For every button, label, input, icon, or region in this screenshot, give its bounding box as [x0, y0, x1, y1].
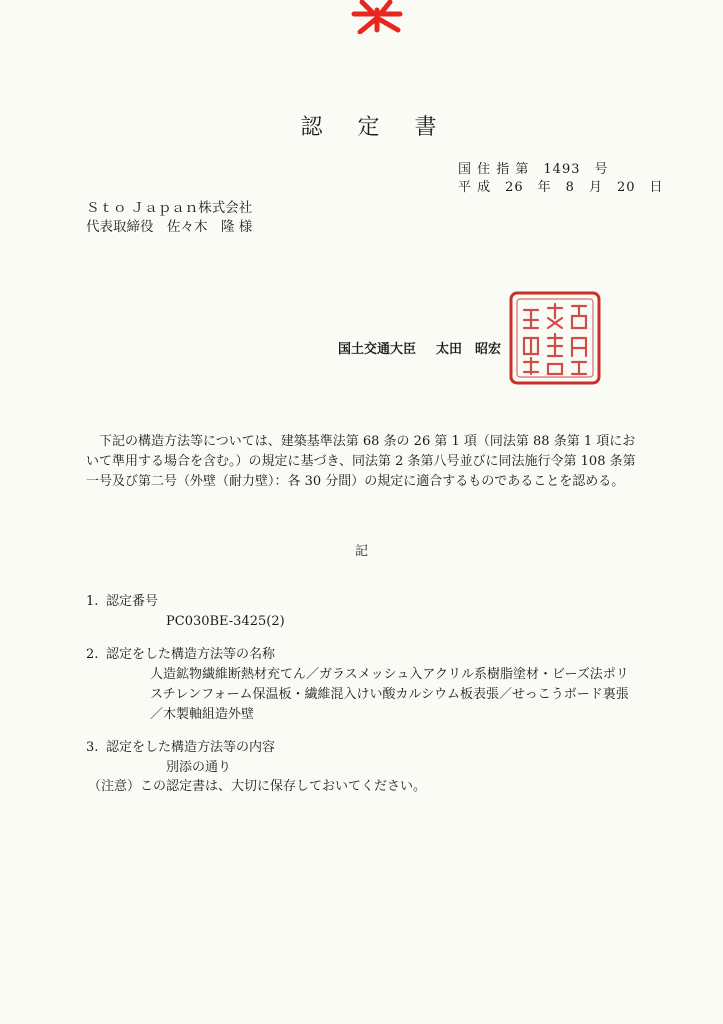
red-stamp-fragment — [340, 0, 415, 34]
item-label: 認定をした構造方法等の名称 — [106, 647, 276, 662]
item-label: 認定番号 — [106, 594, 159, 609]
issuer-name: 太田 昭宏 — [436, 342, 502, 357]
item-value: 別添の通り — [166, 760, 232, 775]
item-label: 認定をした構造方法等の内容 — [106, 740, 276, 755]
item-number: 2. — [86, 647, 99, 662]
issuer-title: 国土交通大臣 — [338, 342, 417, 357]
issuer — [338, 338, 501, 357]
official-seal — [508, 290, 602, 386]
list-item — [86, 738, 646, 778]
caution-note: （注意）この認定書は、大切に保存しておいてください。 — [88, 779, 427, 794]
item-number: 3. — [86, 740, 99, 755]
item-value: PC030BE-3425(2) — [166, 614, 285, 629]
item-list — [86, 592, 646, 791]
addressee-company: Ｓｔｏ Ｊａｐａｎ株式会社 — [86, 200, 253, 216]
ki-heading: 記 — [354, 544, 368, 559]
certification-statement — [86, 432, 646, 492]
item-number: 1. — [86, 594, 99, 609]
document-number: 国 住 指 第 1493 号 — [458, 162, 609, 177]
addressee-representative: 代表取締役 佐々木 隆 様 — [86, 219, 253, 235]
list-item — [86, 645, 646, 725]
document-title: 認 定 書 — [300, 115, 451, 140]
list-item — [86, 592, 646, 632]
item-value: 人造鉱物繊維断熱材充てん／ガラスメッシュ入アクリル系樹脂塗材・ビーズ法ポリスチレンフォーム保温板・繊維混入けい酸カルシウム板表張／せっこうボード裏張／木製軸組造外壁 — [150, 667, 629, 722]
body-text: 下記の構造方法等については、建築基準法第 68 条の 26 第 1 項（同法第 88 条第 1 項において準用する場合を含む。）の規定に基づき、同法第 2 条第八号並びに同法施行令第 108 条第一号及び第二号（外壁（耐力壁）：各 30 分間）の規定に適合するものであることを認める。 — [86, 434, 636, 489]
document-date: 平 成 26 年 8 月 20 日 — [458, 180, 664, 195]
